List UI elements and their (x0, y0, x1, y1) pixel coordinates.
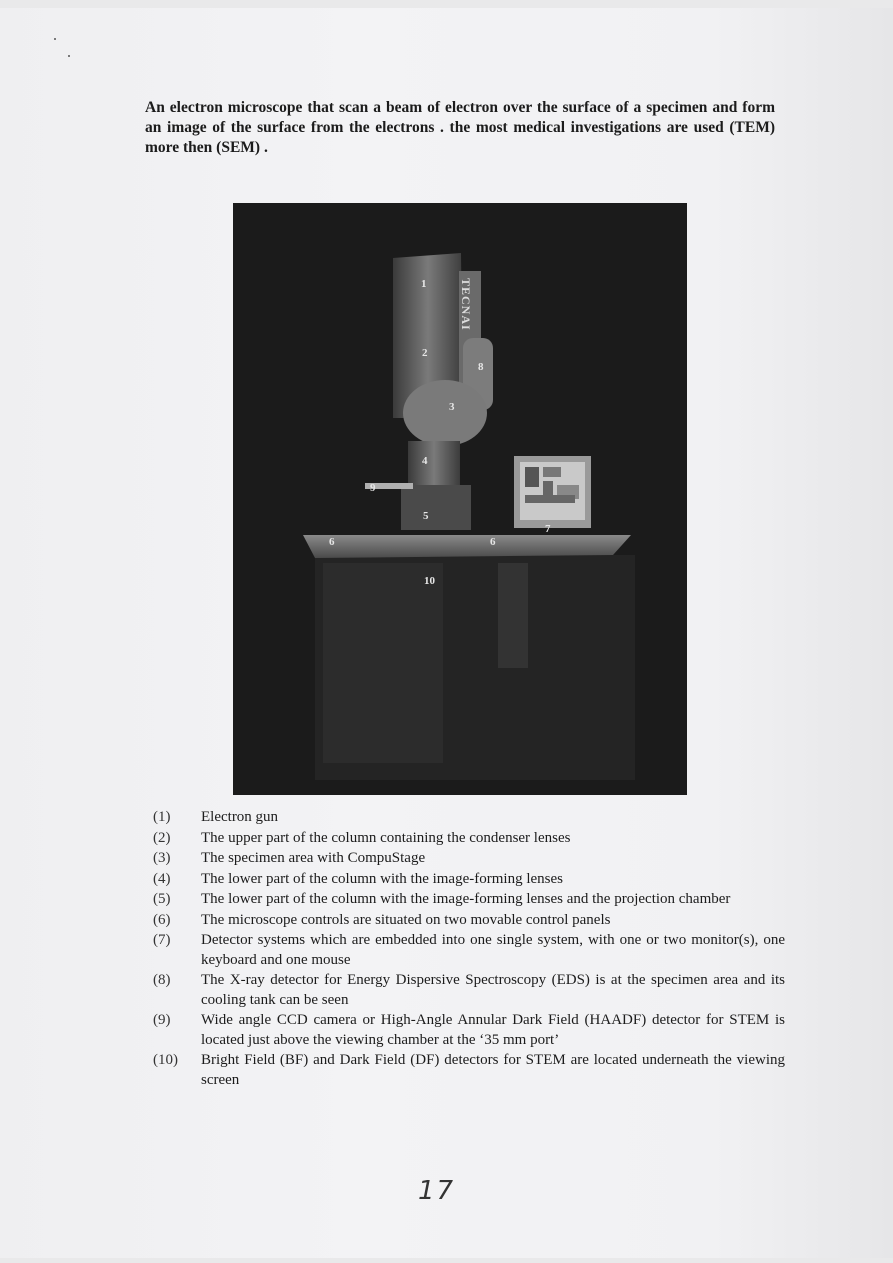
figure-label-1: 1 (421, 278, 427, 290)
legend-item (153, 931, 785, 970)
figure-label-3: 3 (449, 401, 455, 413)
legend-number: (4) (153, 870, 171, 887)
legend-item (153, 1011, 785, 1050)
specimen-stage (403, 380, 487, 446)
figure-label-8: 8 (478, 361, 484, 373)
legend-item (153, 870, 785, 890)
legend-number: (10) (153, 1052, 178, 1068)
speck (54, 38, 56, 40)
legend-text: The lower part of the column with the image-forming lenses (201, 870, 563, 887)
legend-number: (5) (153, 891, 171, 907)
legend-text: The microscope controls are situated on two movable control panels (201, 911, 611, 928)
legend-text: Wide angle CCD camera or High-Angle Annular Dark Field (HAADF) detector for STEM is located just above the viewing chamber at the ‘35 mm port’ (201, 1012, 785, 1048)
figure-label-2: 2 (422, 347, 428, 359)
legend-number: (3) (153, 850, 171, 866)
legend-item (153, 890, 785, 910)
legend-text: Bright Field (BF) and Dark Field (DF) detectors for STEM are located underneath the viewing screen (201, 1052, 785, 1088)
control-desk (303, 535, 631, 558)
figure-label-10: 10 (424, 575, 435, 587)
legend-text: Electron gun (201, 809, 279, 825)
legend-number: (8) (153, 972, 171, 988)
legend-text: Detector systems which are embedded into one single system, with one or two monitor(s), one keyboard and one mouse (201, 932, 785, 968)
legend-item (153, 808, 785, 828)
intro-paragraph: An electron microscope that scan a beam of electron over the surface of a specimen and form an image of the surface from the electrons . the most medical investigations are used (TEM) more then (SEM) . (145, 99, 775, 156)
legend-item (153, 849, 785, 869)
legend-text: The lower part of the column with the image-forming lenses and the projection chamber (201, 891, 731, 907)
figure-label-4: 4 (422, 455, 428, 467)
legend-text: The specimen area with CompuStage (201, 850, 426, 866)
legend-number: (7) (153, 932, 171, 948)
legend-item (153, 911, 785, 931)
figure-label-9: 9 (370, 482, 376, 494)
legend-item (153, 1051, 785, 1090)
component-legend (153, 808, 785, 1091)
microscope-photo (233, 203, 687, 795)
projection-chamber (401, 485, 471, 530)
legend-text: The upper part of the column containing the condenser lenses (201, 829, 571, 846)
figure-label-6a: 6 (329, 536, 335, 548)
legend-number: (6) (153, 911, 171, 928)
legend-number: (1) (153, 809, 171, 825)
figure-label-7: 7 (545, 523, 551, 535)
legend-item (153, 829, 785, 849)
figure-label-6b: 6 (490, 536, 496, 548)
legend-number: (2) (153, 829, 171, 846)
brand-label: TECNAI (459, 278, 473, 331)
legend-text: The X-ray detector for Energy Dispersive Spectroscopy (EDS) is at the specimen area and its cooling tank can be seen (201, 972, 785, 1008)
legend-item (153, 971, 785, 1010)
page-number: 17 (418, 1176, 456, 1206)
legend-number: (9) (153, 1012, 171, 1028)
figure-label-5: 5 (423, 510, 429, 522)
speck (68, 55, 70, 57)
